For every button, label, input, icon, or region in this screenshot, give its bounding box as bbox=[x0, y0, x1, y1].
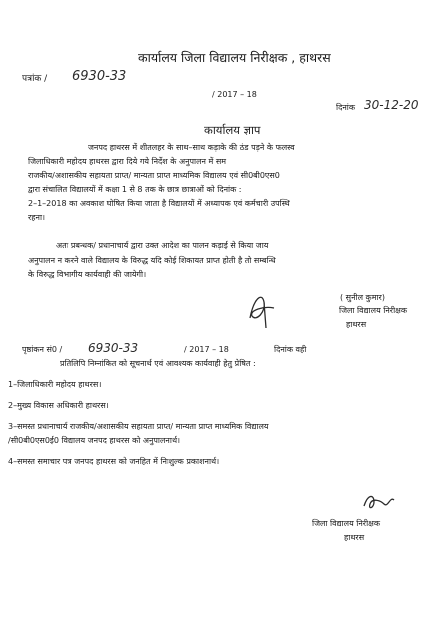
para1-line-5: 2–1–2018 का अवकाश घोषित किया जाता है विद्यालयों में अध्यापक एवं कर्मचारी उपस्थि bbox=[28, 199, 290, 208]
endorsement-number-label: पृष्ठांकन सं0 / bbox=[22, 345, 63, 354]
distribution-item-4: 4–समस्त समाचार पत्र जनपद हाथरस को जनहित में निःशुल्क प्रकाशनार्थ। bbox=[8, 457, 220, 466]
signatory-2-designation: जिला विद्यालय निरीक्षक bbox=[312, 519, 381, 528]
distribution-item-1: 1–जिलाधिकारी महोदय हाथरस। bbox=[8, 380, 102, 389]
signatory-place: हाथरस bbox=[346, 320, 367, 329]
office-title: कार्यालय जिला विद्यालय निरीक्षक , हाथरस bbox=[138, 50, 331, 65]
signatory-name: ( सुनील कुमार) bbox=[340, 293, 385, 302]
signatory-2-place: हाथरस bbox=[344, 533, 365, 542]
date-value: 30-12-20 bbox=[364, 98, 419, 112]
para2-line-1: अतः प्रबन्धक/ प्रधानाचार्य द्वारा उक्त आदेश का पालन कड़ाई से किया जाय bbox=[56, 241, 269, 250]
distribution-item-2: 2–मुख्य विकास अधिकारी हाथरस। bbox=[8, 401, 109, 410]
endorsement-date: दिनांक वही bbox=[274, 345, 307, 354]
letter-year: / 2017 – 18 bbox=[212, 90, 257, 99]
para2-line-2: अनुपालन न करने वाले विद्यालय के विरुद्ध यदि कोई शिकायत प्राप्त होती है तो सम्बन्धि bbox=[28, 256, 276, 265]
para1-line-3: राजकीय/अशासकीय सहायता प्राप्त/ मान्यता प्राप्त माध्यमिक विद्यालय एवं सी0बी0एस0 bbox=[28, 171, 280, 180]
para1-line-2: जिलाधिकारी महोदय हाथरस द्वारा दिये गये निर्देश के अनुपालन में सम bbox=[28, 157, 227, 166]
signatory-designation: जिला विद्यालय निरीक्षक bbox=[339, 306, 408, 315]
date-label: दिनांक bbox=[336, 103, 355, 112]
endorsement-intro: प्रतिलिपि निम्नांकित को सूचनार्थ एवं आवश्यक कार्यवाही हेतु प्रेषित : bbox=[60, 359, 256, 368]
signature-1-scribble bbox=[244, 288, 284, 332]
distribution-item-3: 3–समस्त प्रधानाचार्य राजकीय/अशासकीय सहायता प्राप्त/ मान्यता प्राप्त माध्यमिक विद्यालय bbox=[8, 422, 269, 431]
endorsement-number-value: 6930-33 bbox=[88, 341, 139, 355]
memo-title: कार्यालय ज्ञाप bbox=[204, 123, 261, 137]
signature-2-scribble bbox=[360, 490, 400, 514]
para1-line-6: रहना। bbox=[28, 213, 46, 222]
letter-number-label: पत्रांक / bbox=[22, 74, 48, 84]
para1-line-4: द्वारा संचालित विद्यालयों में कक्षा 1 से 8 तक के छात्र छात्राओं को दिनांक : bbox=[28, 185, 242, 194]
para2-line-3: के विरुद्ध विभागीय कार्यवाही की जायेगी। bbox=[28, 270, 147, 279]
letter-number-value: 6930-33 bbox=[72, 69, 127, 84]
distribution-item-3-cont: /सी0बी0एस0ई0 विद्यालय जनपद हाथरस को अनुपालनार्थ। bbox=[8, 436, 181, 445]
endorsement-year: / 2017 – 18 bbox=[184, 345, 229, 354]
para1-line-1: जनपद हाथरस में शीतलहर के साथ–साथ कड़ाके की ठंड पड़ने के फलस्व bbox=[88, 143, 295, 152]
